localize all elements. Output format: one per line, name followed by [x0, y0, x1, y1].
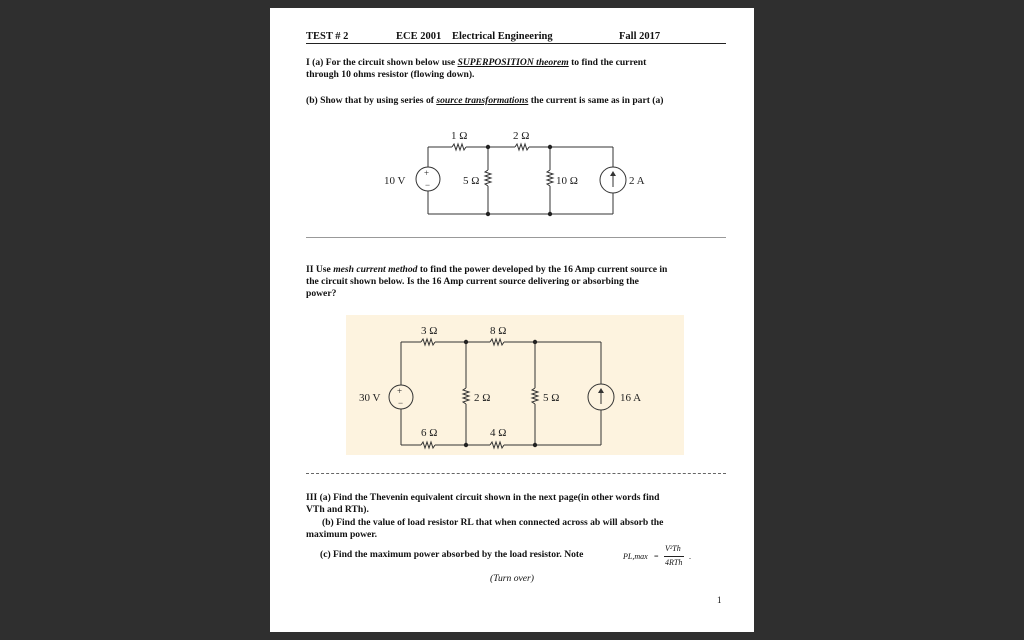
c2-minus: − — [398, 398, 404, 408]
c1-r1-label: 1 Ω — [451, 130, 468, 142]
c1-source-i-label: 2 A — [629, 175, 645, 187]
section-divider-1 — [306, 237, 726, 238]
formula-numerator: V²Th — [665, 544, 681, 553]
c1-r3-label: 5 Ω — [463, 175, 480, 187]
q3-part-b: (b) Find the value of load resistor RL that when connected across ab will absorb the — [322, 517, 664, 528]
formula-denominator: 4RTh — [665, 558, 683, 567]
c2-r-mid2-label: 5 Ω — [543, 392, 560, 404]
c2-plus: + — [397, 386, 403, 396]
c1-plus: + — [424, 168, 430, 178]
header-rule — [306, 43, 726, 44]
header-term: Fall 2017 — [619, 31, 661, 42]
header-course: ECE 2001 — [396, 31, 442, 42]
c1-r2-label: 2 Ω — [513, 130, 530, 142]
max-power-formula: PL,max = V²Th 4RTh . — [623, 544, 691, 567]
document-page — [270, 8, 754, 632]
c2-r-top2-label: 8 Ω — [490, 325, 507, 337]
q1-part-a: I (a) For the circuit shown below use SUPERPOSITION theorem to find the current through 10 ohms resistor (flowing down). — [306, 57, 647, 80]
c1-r4-label: 10 Ω — [556, 175, 578, 187]
q3-part-a: III (a) Find the Thevenin equivalent circuit shown in the next page(in other words find VTh and RTh). — [306, 492, 660, 515]
q3-part-c: (c) Find the maximum power absorbed by the load resistor. Note — [320, 549, 584, 560]
c2-r-bot2-label: 4 Ω — [490, 427, 507, 439]
section-divider-2 — [306, 473, 726, 474]
header-dept: Electrical Engineering — [452, 31, 553, 42]
turn-over-note: (Turn over) — [490, 573, 534, 584]
page-number: 1 — [717, 595, 722, 605]
header-test: TEST # 2 — [306, 31, 349, 42]
q3-part-b-line2: maximum power. — [306, 529, 378, 540]
c2-source-v-label: 30 V — [359, 392, 381, 404]
c1-source-v-label: 10 V — [384, 175, 406, 187]
q1-part-b: (b) Show that by using series of source transformations the current is same as in part (a) — [306, 95, 664, 106]
circuit-1-diagram — [270, 123, 754, 223]
q2-text: II Use mesh current method to find the power developed by the 16 Amp current source in the circuit shown below. Is the 16 Amp current source delivering or absorbing the power? — [306, 264, 668, 299]
c2-r-mid1-label: 2 Ω — [474, 392, 491, 404]
c2-source-i-label: 16 A — [620, 392, 642, 404]
c2-r-bot1-label: 6 Ω — [421, 427, 438, 439]
formula-lhs: PL,max — [623, 552, 648, 561]
c1-minus: − — [425, 180, 431, 190]
circuit-2-diagram — [270, 313, 754, 458]
c2-r-top1-label: 3 Ω — [421, 325, 438, 337]
